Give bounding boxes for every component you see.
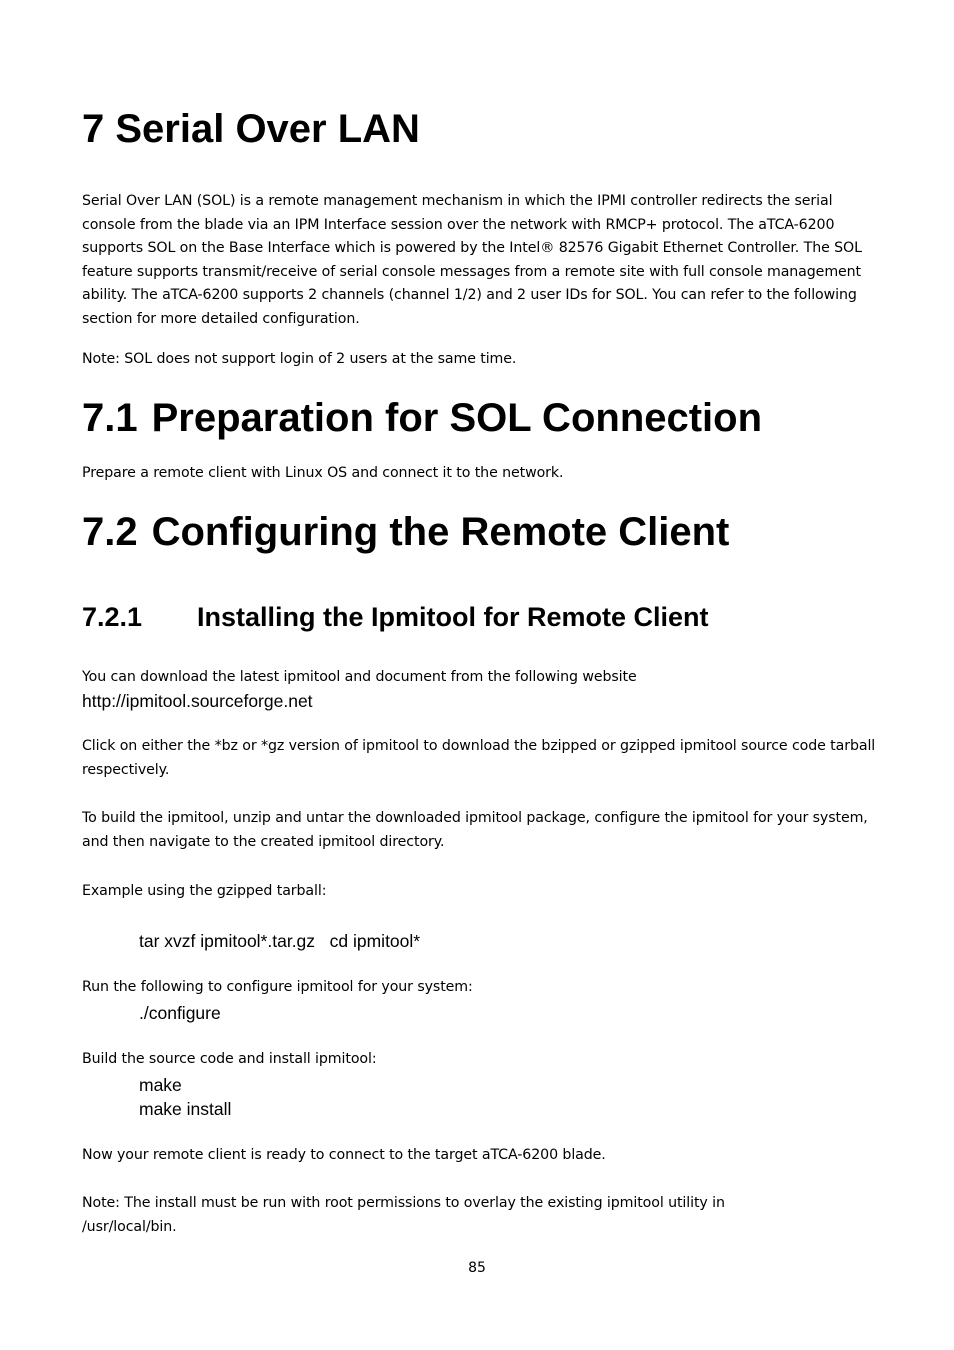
- section-7-2-1-heading: [82, 600, 709, 634]
- configure-cmd: ./configure: [139, 1003, 221, 1023]
- example-text: Example using the gzipped tarball:: [82, 883, 327, 899]
- section-7-2-heading: [82, 508, 729, 556]
- ready-text: Now your remote client is ready to connect to the target aTCA-6200 blade.: [82, 1147, 606, 1163]
- chapter-title: 7 Serial Over LAN: [82, 107, 420, 151]
- section-7-1-heading: [82, 394, 762, 442]
- configure-text: Run the following to configure ipmitool for your system:: [82, 979, 473, 995]
- section-7-2-title: Configuring the Remote Client: [151, 510, 730, 554]
- section-7-2-1-title: Installing the Ipmitool for Remote Client: [197, 602, 709, 632]
- click-text: Click on either the *bz or *gz version of ipmitool to download the bzipped or gzipped ipmitool source code tarball respectively.: [82, 738, 876, 778]
- section-7-1-number: 7.1: [82, 396, 138, 440]
- download-text: You can download the latest ipmitool and document from the following website: [82, 669, 637, 685]
- build-text: To build the ipmitool, unzip and untar the downloaded ipmitool package, configure the ipmitool for your system, and then navigate to the created ipmitool directory.: [82, 810, 868, 850]
- download-url: http://ipmitool.sourceforge.net: [82, 691, 313, 711]
- example-commands: [139, 929, 420, 953]
- example-cmd-cd: cd ipmitool*: [329, 931, 421, 951]
- section-7-1-text: Prepare a remote client with Linux OS and connect it to the network.: [82, 465, 564, 481]
- example-cmd-tar: tar xvzf ipmitool*.tar.gz: [139, 931, 316, 951]
- intro-note: Note: SOL does not support login of 2 users at the same time.: [82, 351, 517, 367]
- make-install-cmd: make install: [139, 1099, 232, 1119]
- section-7-1-title: Preparation for SOL Connection: [151, 396, 763, 440]
- page-number: 85: [468, 1260, 486, 1276]
- intro-paragraph: Serial Over LAN (SOL) is a remote management mechanism in which the IPMI controller redirects the serial console from the blade via an IPM Interface session over the network with RMCP+ protocol. The aTCA-6200 supports SOL on the Base Interface which is powered by the Intel® 82576 Gigabit Ethernet Controller. The SOL feature supports transmit/receive of serial console messages from a remote site with full console management ability. The aTCA-6200 supports 2 channels (channel 1/2) and 2 user IDs for SOL. You can refer to the following section for more detailed configuration.: [82, 193, 862, 327]
- section-7-2-number: 7.2: [82, 510, 138, 554]
- make-cmd: make: [139, 1075, 182, 1095]
- root-note: Note: The install must be run with root permissions to overlay the existing ipmitool utility in /usr/local/bin.: [82, 1195, 725, 1235]
- install-text: Build the source code and install ipmitool:: [82, 1051, 377, 1067]
- section-7-2-1-number: 7.2.1: [82, 602, 143, 632]
